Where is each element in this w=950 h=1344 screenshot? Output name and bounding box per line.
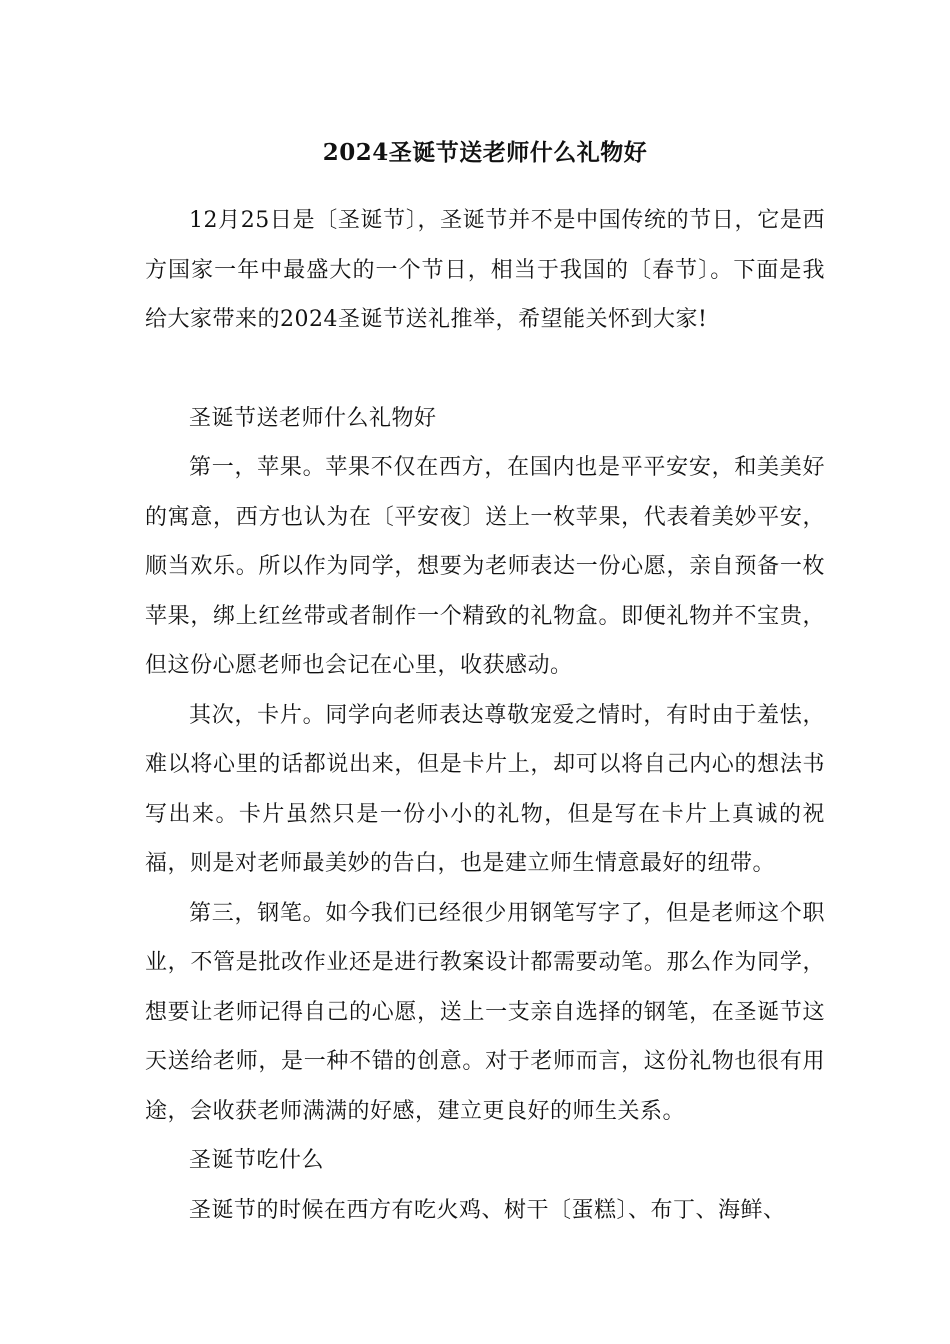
- section-heading-gifts: 圣诞节送老师什么礼物好: [189, 405, 437, 431]
- intro-paragraph: 12月25日是〔圣诞节〕，圣诞节并不是中国传统的节日，它是西方国家一年中最盛大的一个节日，相当于我国的〔春节〕。下面是我给大家带来的2024圣诞节送礼推举，希望能关怀到大家!: [145, 208, 825, 332]
- paragraph-food: 圣诞节的时候在西方有吃火鸡、树干〔蛋糕〕、布丁、海鲜、: [189, 1197, 786, 1223]
- blank-line: [145, 345, 825, 394]
- document-body: [145, 130, 825, 1235]
- paragraph-pen: 第三，钢笔。如今我们已经很少用钢笔写字了，但是老师这个职业，不管是批改作业还是进行教案设计都需要动笔。那么作为同学，想要让老师记得自己的心愿，送上一支亲自选择的钢笔，在圣诞节这天送给老师，是一种不错的创意。对于老师而言，这份礼物也很有用途，会收获老师满满的好感，建立更良好的师生关系。: [145, 900, 825, 1124]
- paragraph-apple: 第一，苹果。苹果不仅在西方，在国内也是平平安安，和美美好的寓意，西方也认为在〔平安夜〕送上一枚苹果，代表着美妙平安，顺当欢乐。所以作为同学，想要为老师表达一份心愿，亲自预备一枚苹果，绑上红丝带或者制作一个精致的礼物盒。即便礼物并不宝贵，但这份心愿老师也会记在心里，收获感动。: [145, 455, 825, 678]
- paragraph-card: 其次，卡片。同学向老师表达尊敬宠爱之情时，有时由于羞怯，难以将心里的话都说出来，但是卡片上，却可以将自己内心的想法书写出来。卡片虽然只是一份小小的礼物，但是写在卡片上真诚的祝福，则是对老师最美妙的告白，也是建立师生情意最好的纽带。: [145, 702, 825, 876]
- section-heading-food: 圣诞节吃什么: [189, 1148, 325, 1173]
- document-title: 2024圣诞节送老师什么礼物好: [322, 139, 648, 166]
